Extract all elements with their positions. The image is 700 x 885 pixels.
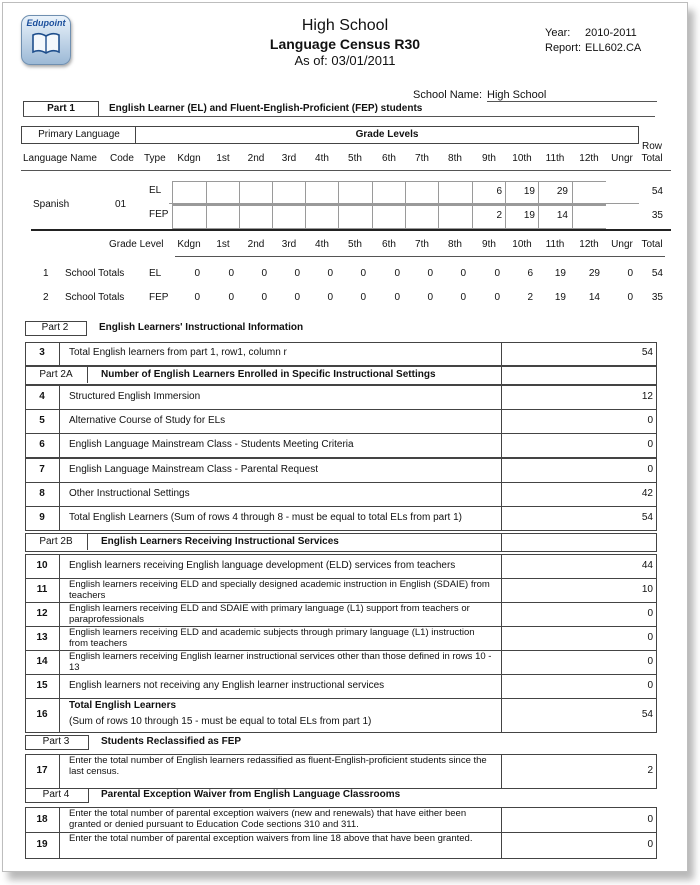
totals-row-label: School Totals xyxy=(65,268,125,279)
row-text: Enter the total number of parental exception waivers (new and renewals) that have either been granted or denied pursuant to Education Code sections 310 and 311. xyxy=(69,808,467,830)
row-text: Alternative Course of Study for ELs xyxy=(69,415,226,426)
col-header-code: Code xyxy=(110,153,134,164)
row-divider xyxy=(59,578,60,602)
row-text: English learners receiving ELD and SDAIE with primary language (L1) support from teachers or paraprofessionals xyxy=(69,603,470,625)
row-value: 0 xyxy=(647,656,653,667)
section-tag: Part 4 xyxy=(42,789,70,800)
report-title: Language Census R30 xyxy=(269,36,421,52)
language-block-rule xyxy=(31,229,671,231)
row-number: 7 xyxy=(39,464,45,475)
row-value: 54 xyxy=(641,347,653,358)
row-number: 5 xyxy=(39,415,45,426)
row-divider xyxy=(59,342,60,365)
totals-grade-value: 0 xyxy=(394,292,400,303)
totals-grade-value: 0 xyxy=(494,292,500,303)
totals-row-number: 2 xyxy=(43,292,49,303)
value-divider xyxy=(501,385,502,409)
totals-grade-value: 0 xyxy=(228,292,234,303)
col-header-grade: 4th xyxy=(315,153,329,164)
totals-grade-value: 0 xyxy=(327,268,333,279)
grade-cell xyxy=(438,205,472,229)
row-text: English learners receiving ELD and specially designed academic instruction in English (SDAIE) from teachers xyxy=(69,579,490,601)
row-divider xyxy=(59,433,60,457)
col-header-grade: 5th xyxy=(348,153,362,164)
row-divider xyxy=(59,807,60,833)
totals-header-total: Total xyxy=(641,239,663,250)
row-number: 19 xyxy=(36,839,48,850)
report-as-of: As of: 03/01/2011 xyxy=(294,53,396,68)
grade-cell xyxy=(472,181,506,205)
col-header-grade: 7th xyxy=(415,153,429,164)
value-divider xyxy=(501,698,502,732)
totals-grade-value: 0 xyxy=(460,292,466,303)
part1-tag: Part 1 xyxy=(47,103,75,114)
part1-tag-box xyxy=(23,101,99,117)
totals-row-type: EL xyxy=(149,268,162,279)
totals-grade-value: 0 xyxy=(327,292,333,303)
row-number: 17 xyxy=(36,765,48,776)
grade-cell xyxy=(372,205,406,229)
row-text: Enter the total number of English learners redassified as fluent-English-proficient students since the last census. xyxy=(69,755,487,777)
totals-grade-value: 0 xyxy=(394,268,400,279)
value-divider xyxy=(501,626,502,650)
grade-cell xyxy=(272,181,306,205)
row-divider xyxy=(59,482,60,506)
row-divider xyxy=(59,385,60,409)
totals-grade-value: 0 xyxy=(627,268,633,279)
totals-row-total: 54 xyxy=(651,268,663,279)
totals-grade-value: 0 xyxy=(294,268,300,279)
value-divider xyxy=(501,578,502,602)
col-header-grade: Ungr xyxy=(611,153,633,164)
row-text: English learners receiving ELD and academic subjects through primary language (L1) instruction from teachers xyxy=(69,627,475,649)
totals-header-grade: 4th xyxy=(315,239,329,250)
row-divider xyxy=(59,674,60,698)
totals-row-total: 35 xyxy=(651,292,663,303)
grade-cell xyxy=(372,181,406,205)
totals-header-grade: 8th xyxy=(448,239,462,250)
col-header-grade: 8th xyxy=(448,153,462,164)
totals-grade-value: 0 xyxy=(294,292,300,303)
grade-cell xyxy=(405,181,439,205)
row-text: English learners receiving English language development (ELD) services from teachers xyxy=(69,560,456,571)
totals-header-rule xyxy=(175,256,665,257)
section-tag: Part 2A xyxy=(39,369,73,380)
grade-cell-value: 19 xyxy=(523,186,535,197)
row-divider xyxy=(59,698,60,732)
row-value: 0 xyxy=(647,839,653,850)
row-text: (Sum of rows 10 through 15 - must be equal to total ELs from part 1) xyxy=(69,716,372,727)
grade-cell xyxy=(538,205,572,229)
totals-header-grade: 5th xyxy=(348,239,362,250)
totals-grade-value: 0 xyxy=(360,268,366,279)
row-value: 42 xyxy=(641,488,653,499)
row-text: English learners receiving English learner instructional services other than those defined in rows 10 - 13 xyxy=(69,651,492,673)
totals-header-grade: 9th xyxy=(482,239,496,250)
grade-cell xyxy=(338,181,372,205)
totals-grade-value: 19 xyxy=(554,268,566,279)
row-divider xyxy=(59,458,60,482)
col-header-grade: 6th xyxy=(382,153,396,164)
grade-cell xyxy=(338,205,372,229)
section-tag: Part 2B xyxy=(39,536,73,547)
row-text: Structured English Immersion xyxy=(69,391,201,402)
section-title: English Learners' Instructional Information xyxy=(99,322,304,333)
primary-language-box xyxy=(21,126,137,144)
grade-cell-value: 19 xyxy=(523,210,535,221)
col-header-grade: 3rd xyxy=(281,153,297,164)
language-grid-divider xyxy=(169,203,639,204)
part1-title: English Learner (EL) and Fluent-English-Proficient (FEP) students xyxy=(109,103,423,114)
totals-grade-value: 14 xyxy=(588,292,600,303)
row-value: 54 xyxy=(641,709,653,720)
grade-cell xyxy=(572,181,606,205)
col-header-grade: Kdgn xyxy=(177,153,201,164)
section-title: Students Reclassified as FEP xyxy=(101,736,242,747)
row-text: Total English Learners (Sum of rows 4 through 8 - must be equal to total ELs from part 1) xyxy=(69,512,462,523)
section-title: English Learners Receiving Instructional Services xyxy=(101,536,339,547)
totals-grade-value: 0 xyxy=(427,268,433,279)
totals-grade-value: 0 xyxy=(194,268,200,279)
col-header-grade: 9th xyxy=(482,153,496,164)
school-name-value: High School xyxy=(487,89,657,102)
row-value: 2 xyxy=(647,765,653,776)
school-name-label: School Name: xyxy=(413,89,483,101)
year-label: Year: xyxy=(545,27,571,39)
row-total-value: 54 xyxy=(651,186,663,197)
row-divider xyxy=(59,626,60,650)
row-divider xyxy=(59,650,60,674)
row-number: 16 xyxy=(36,709,48,720)
report-label: Report: xyxy=(545,42,582,54)
section-title: Parental Exception Waiver from English Language Classrooms xyxy=(101,789,401,800)
value-divider xyxy=(501,409,502,433)
row-total-value: 35 xyxy=(651,210,663,221)
totals-header-grade: 1st xyxy=(216,239,230,250)
value-divider xyxy=(501,650,502,674)
value-divider xyxy=(501,366,502,384)
totals-grade-value: 19 xyxy=(554,292,566,303)
row-value: 0 xyxy=(647,464,653,475)
grade-levels-label: Grade Levels xyxy=(355,129,419,140)
totals-grade-value: 0 xyxy=(427,292,433,303)
value-divider xyxy=(501,433,502,457)
col-header-grade: 1st xyxy=(216,153,230,164)
totals-grade-value: 0 xyxy=(228,268,234,279)
totals-header-grade: 11th xyxy=(545,239,565,250)
grade-cell xyxy=(172,181,206,205)
totals-grade-value: 0 xyxy=(627,292,633,303)
row-divider xyxy=(59,554,60,578)
grade-cell xyxy=(438,181,472,205)
row-number: 15 xyxy=(36,680,48,691)
totals-header-grade-level: Grade Level xyxy=(109,239,164,250)
grade-cell xyxy=(272,205,306,229)
value-divider xyxy=(501,554,502,578)
totals-header-grade: 6th xyxy=(382,239,396,250)
value-divider xyxy=(501,342,502,365)
value-divider xyxy=(501,674,502,698)
row-text: English Language Mainstream Class - Parental Request xyxy=(69,464,319,475)
grade-cell xyxy=(538,181,572,205)
totals-row-label: School Totals xyxy=(65,292,125,303)
col-header-type: Type xyxy=(144,153,166,164)
grade-cell xyxy=(405,205,439,229)
totals-grade-value: 0 xyxy=(360,292,366,303)
row-text: English Language Mainstream Class - Students Meeting Criteria xyxy=(69,439,354,450)
row-number: 11 xyxy=(36,584,48,595)
totals-header-grade: 12th xyxy=(579,239,599,250)
row-value: 0 xyxy=(647,439,653,450)
totals-header-grade: Kdgn xyxy=(177,239,201,250)
row-divider xyxy=(59,602,60,626)
row-number: 9 xyxy=(39,512,45,523)
language-name: Spanish xyxy=(33,199,70,210)
row-divider xyxy=(59,754,60,788)
row-divider xyxy=(59,409,60,433)
report-school-title: High School xyxy=(301,17,389,34)
totals-header-grade: 3rd xyxy=(281,239,297,250)
totals-grade-value: 0 xyxy=(194,292,200,303)
row-divider xyxy=(59,832,60,858)
totals-grade-value: 6 xyxy=(527,268,533,279)
row-title: Total English Learners xyxy=(69,700,177,711)
row-number: 14 xyxy=(36,656,48,667)
language-type-label: FEP xyxy=(149,209,169,220)
primary-language-label: Primary Language xyxy=(38,129,120,140)
col-header-grade: 12th xyxy=(579,153,599,164)
grade-cell xyxy=(472,205,506,229)
col-header-grade: 2nd xyxy=(247,153,265,164)
value-divider xyxy=(501,533,502,551)
col-header-row-total: Row Total xyxy=(641,141,663,164)
row-value: 44 xyxy=(641,560,653,571)
totals-grade-value: 2 xyxy=(527,292,533,303)
grade-cell xyxy=(305,181,339,205)
col-header-language-name: Language Name xyxy=(23,153,97,164)
grade-cell-value: 14 xyxy=(556,210,568,221)
row-value: 0 xyxy=(647,632,653,643)
grade-cell xyxy=(505,205,539,229)
grade-cell xyxy=(305,205,339,229)
language-type-label: EL xyxy=(149,185,162,196)
totals-header-grade: 2nd xyxy=(247,239,265,250)
grade-cell-value: 6 xyxy=(496,186,502,197)
col-header-grade: 11th xyxy=(545,153,565,164)
row-number: 6 xyxy=(39,439,45,450)
totals-grade-value: 0 xyxy=(494,268,500,279)
row-text: Enter the total number of parental exception waivers from line 18 above that have been granted. xyxy=(69,833,473,844)
grade-cell-value: 2 xyxy=(496,210,502,221)
logo-text: Edupoint xyxy=(26,18,66,28)
value-divider xyxy=(501,482,502,506)
value-divider xyxy=(501,754,502,788)
value-divider xyxy=(501,807,502,833)
row-text: English learners not receiving any English learner instructional services xyxy=(69,680,385,691)
grade-cell xyxy=(239,205,273,229)
totals-grade-value: 0 xyxy=(261,292,267,303)
grade-cell xyxy=(505,181,539,205)
row-number: 12 xyxy=(36,608,48,619)
report-page xyxy=(2,2,688,872)
row-divider xyxy=(59,506,60,530)
grade-cell xyxy=(206,181,240,205)
totals-row-type: FEP xyxy=(149,292,169,303)
totals-grade-value: 0 xyxy=(460,268,466,279)
row-number: 10 xyxy=(36,560,48,571)
totals-row-number: 1 xyxy=(43,268,49,279)
grade-cell xyxy=(206,205,240,229)
value-divider xyxy=(501,458,502,482)
section-title: Number of English Learners Enrolled in Specific Instructional Settings xyxy=(101,369,436,380)
row-text: Other Instructional Settings xyxy=(69,488,190,499)
row-number: 13 xyxy=(36,632,48,643)
row-number: 18 xyxy=(36,814,48,825)
row-value: 0 xyxy=(647,608,653,619)
row-text: Total English learners from part 1, row1, column r xyxy=(69,347,287,358)
row-number: 8 xyxy=(39,488,45,499)
row-value: 0 xyxy=(647,415,653,426)
language-code: 01 xyxy=(115,199,127,210)
row-value: 0 xyxy=(647,680,653,691)
colheads-rule xyxy=(21,170,671,171)
section-tag: Part 2 xyxy=(41,322,69,333)
report-value: ELL602.CA xyxy=(585,42,642,54)
row-value: 12 xyxy=(641,391,653,402)
grade-cell xyxy=(572,205,606,229)
value-divider xyxy=(501,602,502,626)
row-value: 0 xyxy=(647,814,653,825)
year-value: 2010-2011 xyxy=(585,27,637,39)
col-header-grade: 10th xyxy=(512,153,532,164)
totals-header-grade: 10th xyxy=(512,239,532,250)
section-tag: Part 3 xyxy=(42,736,70,747)
grade-cell xyxy=(239,181,273,205)
totals-grade-value: 29 xyxy=(588,268,600,279)
row-number: 4 xyxy=(39,391,45,402)
value-divider xyxy=(501,506,502,530)
row-number: 3 xyxy=(39,347,45,358)
row-value: 54 xyxy=(641,512,653,523)
part1-rule xyxy=(23,116,655,117)
grade-levels-box xyxy=(135,126,639,144)
grade-cell xyxy=(172,205,206,229)
value-divider xyxy=(501,832,502,858)
totals-header-grade: Ungr xyxy=(611,239,633,250)
totals-grade-value: 0 xyxy=(261,268,267,279)
totals-header-grade: 7th xyxy=(415,239,429,250)
row-value: 10 xyxy=(641,584,653,595)
grade-cell-value: 29 xyxy=(556,186,568,197)
